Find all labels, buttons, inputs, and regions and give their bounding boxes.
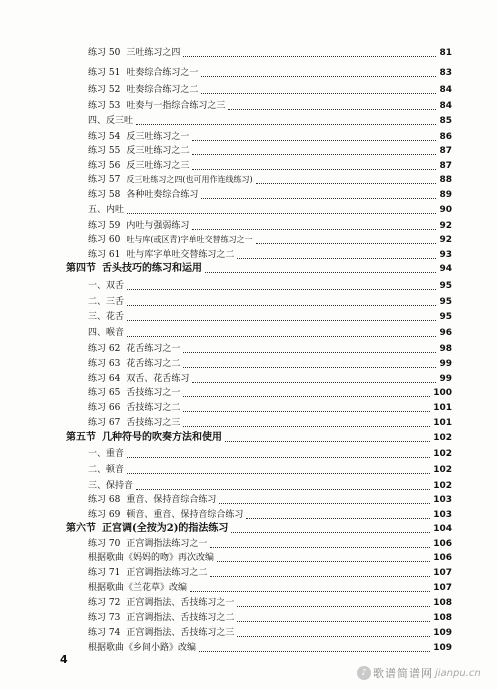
exercise-label: 练习 51	[88, 68, 121, 78]
toc-entry[interactable]	[88, 479, 452, 493]
entry-page-number: 107	[433, 568, 452, 578]
entry-title: 各种吐奏综合练习	[126, 190, 199, 200]
dot-leader	[183, 410, 430, 412]
dot-leader	[199, 650, 430, 652]
toc-entry[interactable]	[88, 188, 452, 202]
entry-label: 一、双舌	[88, 281, 125, 291]
toc-entry[interactable]	[88, 295, 452, 309]
toc-entry[interactable]	[88, 416, 452, 430]
entry-title: 吐奏综合练习之二	[126, 85, 199, 95]
entry-title: 顿音、重音、保持音综合练习	[126, 510, 244, 520]
toc-entry[interactable]	[88, 596, 452, 610]
entry-page-number: 107	[433, 583, 452, 593]
entry-page-number: 102	[433, 481, 452, 491]
dot-leader	[237, 605, 430, 607]
entry-title: 重音、保持音综合练习	[126, 495, 217, 505]
dot-leader	[237, 257, 436, 259]
entry-label: 根据歌曲《乡间小路》改编	[88, 643, 197, 653]
entry-title: 正宫调(全按为2)的指法练习	[102, 523, 229, 534]
entry-title: 舌技练习之一	[126, 388, 181, 398]
section-heading-label: 第五节	[66, 432, 96, 443]
toc-entry[interactable]	[88, 626, 452, 640]
toc-entry[interactable]	[88, 83, 452, 97]
entry-page-number: 108	[433, 598, 452, 608]
toc-entry[interactable]	[88, 219, 452, 233]
entry-page-number: 100	[433, 388, 452, 398]
toc-entry[interactable]	[88, 326, 452, 340]
entry-page-number: 84	[439, 101, 452, 111]
watermark-url: jianpu.cn	[435, 667, 481, 679]
entry-label: 三、花舌	[88, 312, 125, 322]
entry-page-number: 98	[439, 344, 452, 354]
entry-label: 二、三舌	[88, 297, 125, 307]
entry-title: 内吐与强弱练习	[126, 221, 190, 231]
entry-title: 舌技练习之二	[126, 403, 181, 413]
toc-entry[interactable]	[88, 386, 452, 400]
entry-page-number: 99	[439, 374, 452, 384]
exercise-label: 练习 70	[88, 539, 121, 549]
dot-leader	[127, 304, 436, 306]
exercise-label: 练习 55	[88, 146, 121, 156]
entry-title: 双舌、花舌练习	[126, 374, 190, 384]
entry-label: 根据歌曲《妈妈的吻》再次改编	[88, 553, 215, 563]
site-watermark	[357, 662, 492, 684]
dot-leader	[246, 517, 430, 519]
dot-leader	[183, 55, 436, 57]
dot-leader	[127, 288, 436, 290]
dot-leader	[237, 635, 430, 637]
exercise-label: 练习 72	[88, 598, 121, 608]
entry-page-number: 106	[433, 553, 452, 563]
dot-leader	[192, 153, 436, 155]
dot-leader	[256, 242, 437, 244]
exercise-label: 练习 63	[88, 359, 121, 369]
entry-page-number: 81	[439, 48, 452, 58]
toc-entry[interactable]	[88, 310, 452, 324]
toc-entry[interactable]	[88, 611, 452, 625]
entry-page-number: 102	[433, 465, 452, 475]
dot-leader	[217, 560, 430, 562]
entry-title: 反三吐练习之四(也可用作连线练习)	[126, 175, 253, 184]
toc-entry[interactable]	[88, 130, 452, 144]
dot-leader	[201, 75, 436, 77]
entry-page-number: 102	[433, 433, 452, 443]
entry-page-number: 92	[439, 221, 452, 231]
exercise-label: 练习 56	[88, 161, 121, 171]
toc-entry[interactable]	[88, 463, 452, 477]
entry-label: 二、顿音	[88, 465, 125, 475]
toc-entry[interactable]	[88, 279, 452, 293]
watermark-site-name: 歌谱简谱网	[373, 667, 433, 680]
entry-title: 反三吐练习之三	[126, 161, 190, 171]
toc-entry[interactable]	[88, 537, 452, 551]
dot-leader	[201, 197, 436, 199]
exercise-label: 练习 67	[88, 418, 121, 428]
entry-label: 五、内吐	[88, 205, 125, 215]
exercise-label: 练习 71	[88, 568, 121, 578]
dot-leader	[183, 366, 436, 368]
exercise-label: 练习 59	[88, 221, 121, 231]
page-number: 4	[60, 653, 68, 666]
exercise-label: 练习 65	[88, 388, 121, 398]
exercise-label: 练习 60	[88, 235, 121, 245]
section-heading-label: 第四节	[66, 263, 96, 274]
entry-title: 吐与库字单吐交替练习之二	[126, 250, 235, 260]
entry-page-number: 102	[433, 449, 452, 459]
toc-entry[interactable]	[88, 159, 452, 173]
entry-title: 舌头技巧的练习和运用	[102, 263, 202, 274]
entry-page-number: 87	[439, 161, 452, 171]
entry-page-number: 101	[433, 403, 452, 413]
toc-entry[interactable]	[88, 447, 452, 461]
toc-entry[interactable]	[88, 342, 452, 356]
dot-leader	[127, 335, 436, 337]
toc-entry[interactable]	[88, 566, 452, 580]
entry-page-number: 95	[439, 297, 452, 307]
dot-leader	[237, 620, 430, 622]
exercise-label: 练习 57	[88, 175, 121, 185]
toc-entry[interactable]	[88, 99, 452, 113]
entry-title: 反三吐练习之一	[126, 132, 190, 142]
entry-page-number: 96	[439, 328, 452, 338]
toc-entry[interactable]	[88, 551, 452, 565]
toc-entry[interactable]	[88, 203, 452, 217]
exercise-label: 练习 74	[88, 628, 121, 638]
entry-page-number: 104	[433, 524, 452, 534]
toc-entry[interactable]	[66, 522, 452, 536]
entry-page-number: 93	[439, 250, 452, 260]
entry-page-number: 89	[439, 190, 452, 200]
dot-leader	[192, 228, 436, 230]
watermark-logo-icon: ♪	[357, 666, 371, 680]
toc-entry[interactable]	[66, 262, 452, 276]
exercise-label: 练习 69	[88, 510, 121, 520]
entry-title: 几种符号的吹奏方法和使用	[102, 432, 222, 443]
dot-leader	[183, 395, 430, 397]
entry-label: 四、喉音	[88, 328, 125, 338]
exercise-label: 练习 58	[88, 190, 121, 200]
dot-leader	[127, 456, 430, 458]
entry-page-number: 106	[433, 539, 452, 549]
dot-leader	[256, 182, 437, 184]
dot-leader	[192, 168, 436, 170]
entry-page-number: 109	[433, 643, 452, 653]
toc-entry[interactable]	[88, 144, 452, 158]
entry-title: 舌技练习之三	[126, 418, 181, 428]
toc-entry[interactable]	[88, 233, 452, 247]
dot-leader	[192, 139, 436, 141]
dot-leader	[210, 575, 430, 577]
entry-page-number: 103	[433, 510, 452, 520]
section-heading-label: 第六节	[66, 523, 96, 534]
entry-page-number: 95	[439, 281, 452, 291]
entry-page-number: 88	[439, 175, 452, 185]
toc-entry[interactable]	[88, 357, 452, 371]
toc-entry[interactable]	[88, 66, 452, 80]
entry-page-number: 103	[433, 495, 452, 505]
entry-page-number: 95	[439, 312, 452, 322]
entry-title: 正宫调指法、舌技练习之三	[126, 628, 235, 638]
dot-leader	[183, 425, 430, 427]
exercise-label: 练习 53	[88, 101, 121, 111]
dot-leader	[225, 440, 430, 442]
toc-entry[interactable]	[88, 493, 452, 507]
entry-title: 吐奏综合练习之一	[126, 68, 199, 78]
exercise-label: 练习 50	[88, 48, 121, 58]
dot-leader	[190, 590, 430, 592]
toc-entry[interactable]	[88, 114, 452, 128]
entry-page-number: 92	[439, 235, 452, 245]
entry-title: 吐奏与一指综合练习之三	[126, 101, 226, 111]
exercise-label: 练习 62	[88, 344, 121, 354]
exercise-label: 练习 52	[88, 85, 121, 95]
entry-page-number: 90	[439, 205, 452, 215]
entry-page-number: 83	[439, 68, 452, 78]
toc-entry[interactable]	[88, 248, 452, 262]
dot-leader	[192, 381, 436, 383]
exercise-label: 练习 66	[88, 403, 121, 413]
toc-entry[interactable]	[88, 46, 452, 60]
dot-leader	[201, 92, 436, 94]
entry-page-number: 87	[439, 146, 452, 156]
entry-title: 三吐练习之四	[126, 48, 181, 58]
entry-page-number: 101	[433, 418, 452, 428]
dot-leader	[231, 531, 430, 533]
entry-page-number: 109	[433, 628, 452, 638]
dot-leader	[205, 271, 436, 273]
entry-title: 吐与库(或区青)字单吐交替练习之一	[126, 235, 253, 244]
entry-page-number: 108	[433, 613, 452, 623]
dot-leader	[228, 108, 436, 110]
entry-title: 反三吐练习之二	[126, 146, 190, 156]
dot-leader	[127, 212, 436, 214]
entry-title: 正宫调指法、舌技练习之二	[126, 613, 235, 623]
entry-page-number: 84	[439, 85, 452, 95]
entry-title: 正宫调指法、舌技练习之一	[126, 598, 235, 608]
dot-leader	[136, 123, 436, 125]
toc-entry[interactable]	[88, 508, 452, 522]
toc-entry[interactable]	[88, 401, 452, 415]
entry-title: 正宫调指法练习之二	[126, 568, 208, 578]
exercise-label: 练习 68	[88, 495, 121, 505]
entry-label: 三、保持音	[88, 481, 134, 491]
dot-leader	[210, 546, 430, 548]
toc-entry[interactable]	[88, 641, 452, 655]
entry-label: 一、重音	[88, 449, 125, 459]
exercise-label: 练习 73	[88, 613, 121, 623]
exercise-label: 练习 54	[88, 132, 121, 142]
entry-title: 正宫调指法练习之一	[126, 539, 208, 549]
exercise-label: 练习 64	[88, 374, 121, 384]
entry-page-number: 99	[439, 359, 452, 369]
toc-entry[interactable]	[88, 581, 452, 595]
entry-page-number: 85	[439, 116, 452, 126]
dot-leader	[183, 351, 436, 353]
dot-leader	[127, 472, 430, 474]
toc-entry[interactable]	[88, 173, 452, 187]
dot-leader	[219, 502, 430, 504]
entry-label: 根据歌曲《兰花草》改编	[88, 583, 188, 593]
entry-page-number: 94	[439, 264, 452, 274]
entry-title: 花舌练习之二	[126, 359, 181, 369]
toc-entry[interactable]	[66, 431, 452, 445]
toc-entry[interactable]	[88, 372, 452, 386]
dot-leader	[136, 488, 430, 490]
exercise-label: 练习 61	[88, 250, 121, 260]
entry-page-number: 86	[439, 132, 452, 142]
dot-leader	[127, 319, 436, 321]
entry-title: 花舌练习之一	[126, 344, 181, 354]
entry-label: 四、反三吐	[88, 116, 134, 126]
